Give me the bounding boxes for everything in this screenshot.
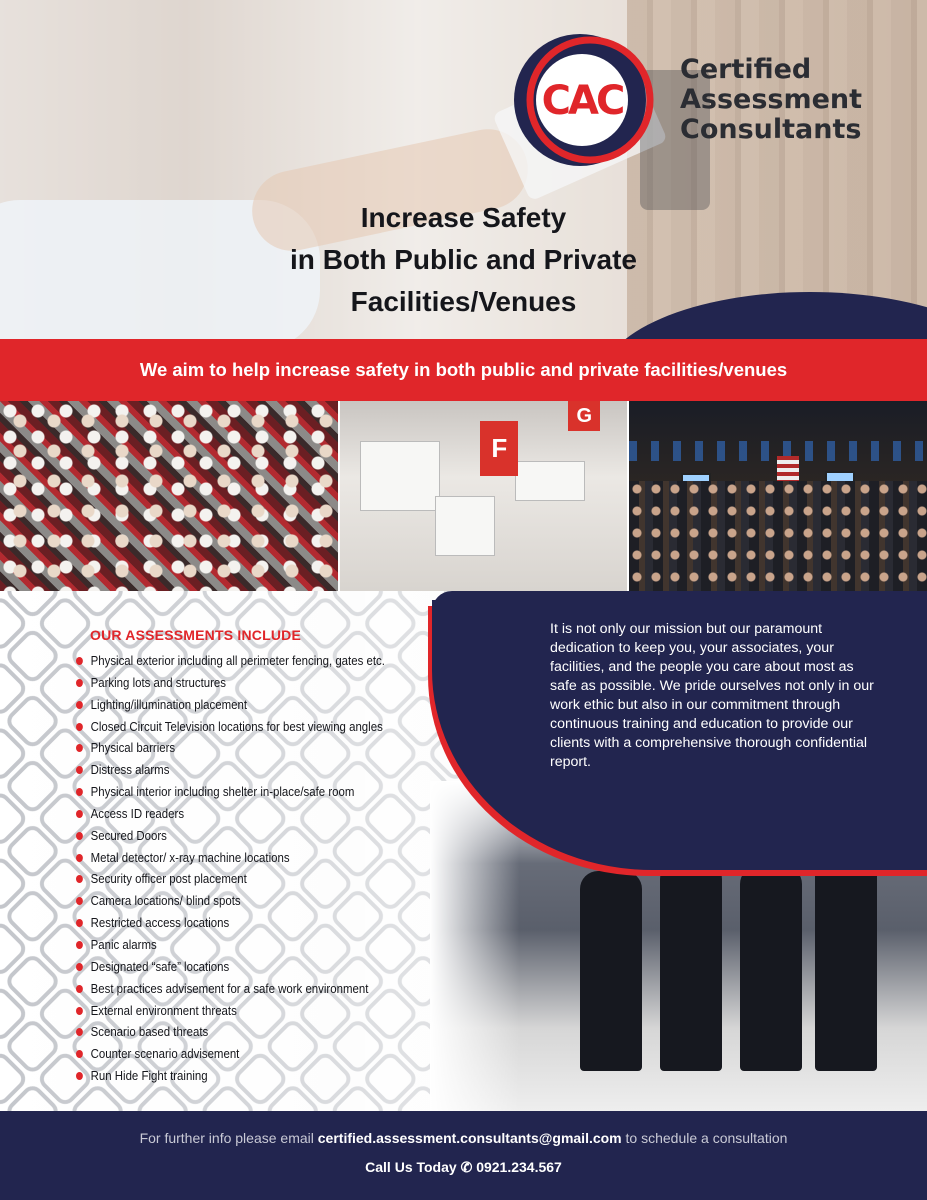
exhibit-sign: G: [568, 401, 600, 431]
assessment-item: Physical interior including shelter in-place/safe room: [76, 781, 385, 803]
exhibition-hall-photo: [340, 401, 626, 591]
officer-figure: [740, 866, 802, 1071]
officer-figure: [580, 871, 642, 1071]
logo-text: CAC: [541, 78, 623, 124]
assessment-item: Lighting/illumination placement: [76, 694, 385, 716]
booth-wall: [360, 441, 440, 511]
email-suffix: to schedule a consultation: [625, 1130, 788, 1146]
photo-strip: [0, 401, 927, 591]
assessments-list: [76, 650, 435, 1087]
banner-text: We aim to help increase safety in both public and private facilities/venues: [139, 359, 788, 380]
stadium-crowd-photo: [0, 401, 338, 591]
mission-statement: It is not only our mission but our paramount dedication to keep you, your associates, your facilities, and the people you care about most as safe as possible. We pride ourselves not only in our work ethic but also in our commitment through continuous training and education to provide our clients with a comprehensive thorough confidential report.: [550, 621, 874, 770]
assessment-item: Access ID readers: [76, 803, 385, 825]
sports-bar-photo: [629, 401, 927, 591]
assessment-item: Metal detector/ x-ray machine locations: [76, 847, 385, 869]
email-prefix: For further info please email: [139, 1130, 314, 1146]
assessment-item: Restricted access locations: [76, 912, 385, 934]
assessment-item: Distress alarms: [76, 759, 385, 781]
email-link[interactable]: certified.assessment.consultants@gmail.com: [317, 1130, 622, 1146]
email-line: [0, 1130, 927, 1146]
brand-name: [680, 55, 862, 145]
assessments-title: OUR ASSESSMENTS INCLUDE: [90, 627, 301, 643]
phone-icon: ✆: [460, 1159, 473, 1175]
assessment-item: Designated “safe” locations: [76, 956, 385, 978]
title-line: Facilities/Venues: [350, 286, 577, 317]
assessment-item: Best practices advisement for a safe work environment: [76, 978, 385, 1000]
assessment-item: Scenario based threats: [76, 1021, 385, 1043]
call-label: Call Us Today: [365, 1159, 457, 1175]
assessment-item: Secured Doors: [76, 825, 385, 847]
footer: [0, 1111, 927, 1200]
title-line: Increase Safety: [360, 202, 567, 233]
booth-wall: [435, 496, 495, 556]
assessment-item: Counter scenario advisement: [76, 1043, 385, 1065]
officer-figure: [660, 861, 722, 1071]
booth-wall: [515, 461, 585, 501]
title-line: in Both Public and Private: [290, 244, 637, 275]
assessment-item: Physical exterior including all perimeter fencing, gates etc.: [76, 650, 385, 672]
call-line: [0, 1159, 927, 1176]
exhibit-sign: F: [480, 421, 518, 476]
assessment-item: Closed Circuit Television locations for best viewing angles: [76, 716, 385, 738]
assessment-item: External environment threats: [76, 1000, 385, 1022]
brand-line: Certified: [680, 54, 812, 85]
brand-line: Assessment: [680, 84, 863, 115]
assessment-item: Parking lots and structures: [76, 672, 385, 694]
assessment-item: Camera locations/ blind spots: [76, 890, 385, 912]
assessment-item: Run Hide Fight training: [76, 1065, 385, 1087]
officer-figure: [815, 856, 877, 1071]
assessment-item: Security officer post placement: [76, 868, 385, 890]
assessment-item: Panic alarms: [76, 934, 385, 956]
bar-crowd: [629, 481, 927, 591]
mission-panel-top: [432, 591, 927, 611]
assessment-item: Physical barriers: [76, 737, 385, 759]
page-title: [200, 197, 727, 323]
phone-number[interactable]: 0921.234.567: [476, 1159, 562, 1175]
red-banner: [0, 339, 927, 401]
brand-line: Consultants: [680, 114, 862, 145]
cac-logo-icon: [510, 30, 670, 190]
